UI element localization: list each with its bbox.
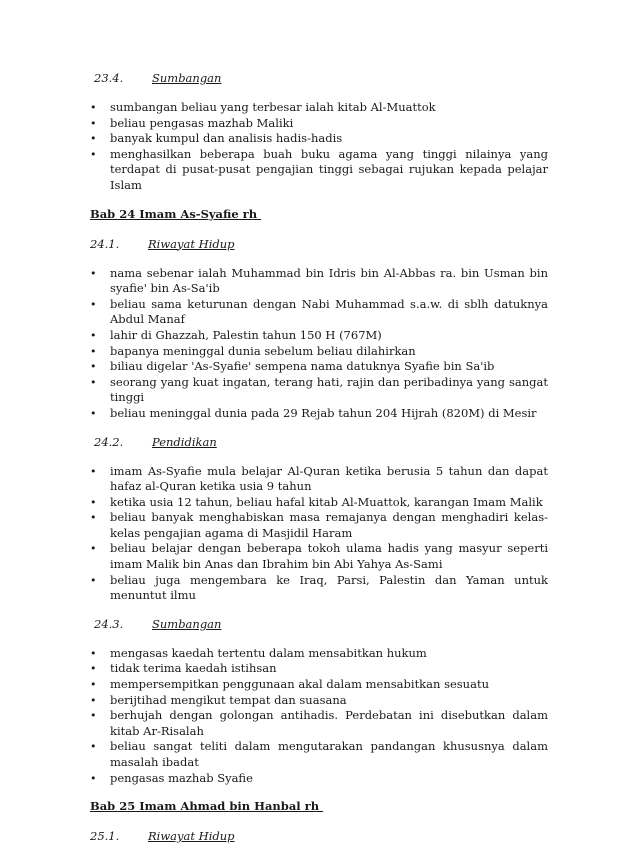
list-item	[90, 464, 548, 495]
list-item-text: beliau belajar dengan beberapa tokoh ulama hadis yang masyur seperti imam Malik bin Anas dan Ibrahim bin Abi Yahya As-Sami	[110, 541, 548, 572]
section-heading	[90, 236, 548, 252]
bullet-icon: •	[90, 328, 97, 342]
list-item	[90, 406, 548, 422]
bullet-icon: •	[90, 406, 97, 420]
list-item	[90, 495, 548, 511]
section-title: Pendidikan	[152, 434, 217, 449]
section-title: Sumbangan	[152, 616, 222, 631]
list-item-text: berijtihad mengikut tempat dan suasana	[110, 692, 347, 707]
list-item-text: lahir di Ghazzah, Palestin tahun 150 H (767M)	[110, 327, 382, 342]
section-title: Sumbangan	[152, 71, 222, 85]
section-number: 24.1.	[90, 236, 120, 251]
section-number: 24.2.	[94, 434, 124, 449]
list-item-text: seorang yang kuat ingatan, terang hati, rajin dan peribadinya yang sangat tinggi	[110, 374, 548, 405]
list-item-text: beliau sangat teliti dalam mengutarakan pandangan khususnya dalam masalah ibadat	[110, 739, 548, 769]
bullet-icon: •	[90, 101, 97, 114]
list-item	[90, 708, 548, 739]
bullet-icon: •	[90, 266, 97, 280]
list-item-text: beliau meninggal dunia pada 29 Rejab tahun 204 Hijrah (820M) di Mesir	[110, 405, 537, 420]
list-item	[90, 344, 548, 360]
list-item	[90, 116, 548, 132]
list-item-text: beliau pengasas mazhab Maliki	[110, 115, 294, 130]
bullet-icon: •	[90, 375, 97, 389]
document-body	[90, 70, 548, 858]
list-item	[90, 375, 548, 406]
section-title: Riwayat Hidup	[148, 829, 235, 844]
list-item	[90, 646, 548, 662]
bullet-icon: •	[90, 662, 97, 676]
bullet-icon: •	[90, 511, 97, 525]
list-item	[90, 771, 548, 787]
list-item-text: imam As-Syafie mula belajar Al-Quran ketika berusia 5 tahun dan dapat hafaz al-Quran ketika usia 9 tahun	[110, 463, 548, 494]
list-item	[90, 328, 548, 344]
list-item	[90, 100, 548, 116]
bullet-icon: •	[90, 709, 97, 723]
bullet-list	[90, 266, 548, 422]
list-item	[90, 131, 548, 147]
list-item-text: berhujah dengan golongan antihadis. Perdebatan ini disebutkan dalam kitab Ar-Risalah	[110, 708, 548, 738]
list-item-text: pengasas mazhab Syafie	[110, 770, 253, 785]
list-item-text: beliau juga mengembara ke Iraq, Parsi, Palestin dan Yaman untuk menuntut ilmu	[110, 572, 548, 603]
list-item-text: menghasilkan beberapa buah buku agama yang tinggi nilainya yang terdapat di pusat-pusat pengajian tinggi sebagai rujukan kepada pelajar Islam	[110, 146, 548, 192]
bullet-icon: •	[90, 573, 97, 587]
list-item-text: mengasas kaedah tertentu dalam mensabitkan hukum	[110, 645, 427, 660]
list-item	[90, 297, 548, 328]
list-item-text: beliau banyak menghabiskan masa remajanya dengan menghadiri kelas-kelas pengajian agama di Masjidil Haram	[110, 510, 548, 540]
list-item	[90, 541, 548, 572]
list-item-text: nama sebenar ialah Muhammad bin Idris bin Al-Abbas ra. bin Usman bin syafie' bin As-Sa'ib	[110, 265, 548, 296]
section-heading	[90, 828, 548, 844]
list-item-text: biliau digelar 'As-Syafie' sempena nama datuknya Syafie bin Sa'ib	[110, 359, 495, 374]
bullet-icon: •	[90, 132, 97, 146]
bullet-icon: •	[90, 542, 97, 556]
bullet-list	[90, 464, 548, 604]
list-item	[90, 739, 548, 770]
list-item	[90, 510, 548, 541]
list-item	[90, 661, 548, 677]
section-number: 25.1.	[90, 829, 120, 844]
bullet-icon: •	[90, 646, 97, 660]
section-number: 23.4.	[94, 71, 124, 85]
bullet-icon: •	[90, 495, 97, 509]
list-item	[90, 359, 548, 375]
list-item	[90, 677, 548, 693]
section-title: Riwayat Hidup	[148, 236, 235, 251]
bullet-list	[90, 100, 548, 194]
section-heading	[90, 434, 548, 450]
bullet-icon: •	[90, 116, 97, 130]
bullet-icon: •	[90, 297, 97, 311]
bullet-icon: •	[90, 771, 97, 785]
chapter-heading: Bab 24 Imam As-Syafie rh	[90, 206, 262, 221]
bullet-icon: •	[90, 693, 97, 707]
chapter-heading: Bab 25 Imam Ahmad bin Hanbal rh	[90, 799, 324, 814]
list-item-text: banyak kumpul dan analisis hadis-hadis	[110, 131, 343, 146]
section-heading	[90, 70, 548, 86]
list-item-text: ketika usia 12 tahun, beliau hafal kitab Al-Muattok, karangan Imam Malik	[110, 494, 543, 509]
list-item	[90, 147, 548, 194]
list-item-text: tidak terima kaedah istihsan	[110, 661, 277, 676]
section-number: 24.3.	[94, 616, 124, 631]
list-item-text: mempersempitkan penggunaan akal dalam mensabitkan sesuatu	[110, 677, 489, 692]
list-item	[90, 573, 548, 604]
list-item-text: beliau sama keturunan dengan Nabi Muhammad s.a.w. di sblh datuknya Abdul Manaf	[110, 296, 548, 327]
bullet-icon: •	[90, 147, 97, 161]
bullet-icon: •	[90, 464, 97, 478]
bullet-icon: •	[90, 344, 97, 358]
bullet-icon: •	[90, 678, 97, 692]
bullet-list	[90, 646, 548, 786]
bullet-icon: •	[90, 360, 97, 374]
list-item	[90, 693, 548, 709]
section-heading	[90, 616, 548, 632]
list-item-text: sumbangan beliau yang terbesar ialah kitab Al-Muattok	[110, 100, 436, 114]
list-item	[90, 266, 548, 297]
bullet-icon: •	[90, 740, 97, 754]
list-item-text: bapanya meninggal dunia sebelum beliau dilahirkan	[110, 343, 416, 358]
